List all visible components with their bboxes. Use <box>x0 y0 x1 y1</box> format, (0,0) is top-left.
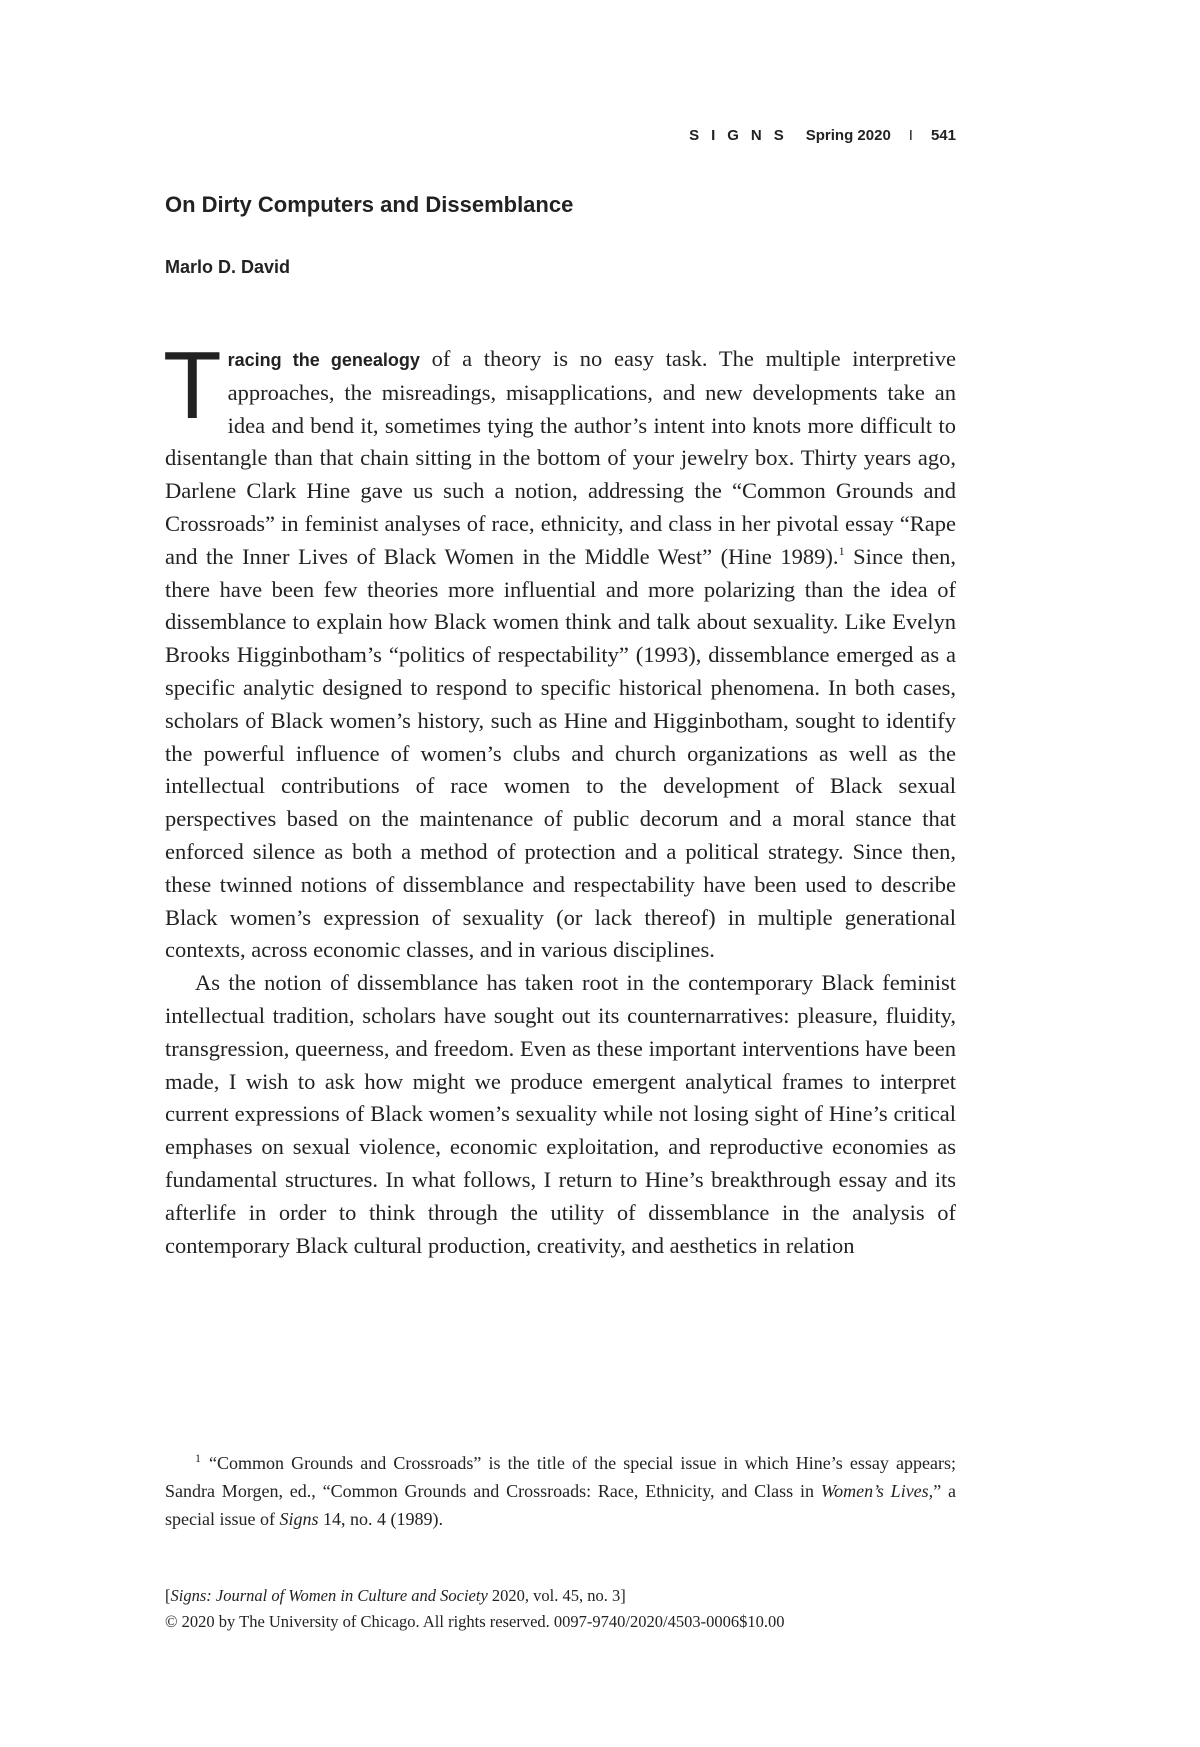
footnote-italic-journal: Signs <box>279 1509 319 1529</box>
article-title: On Dirty Computers and Dissemblance <box>165 192 574 217</box>
footnote-reference[interactable]: 1 <box>838 543 845 558</box>
footnote-italic-title: Women’s Lives, <box>820 1481 934 1501</box>
drop-cap: T <box>163 332 222 439</box>
citation-journal-name: Signs: Journal of Women in Culture and Society <box>170 1586 488 1605</box>
journal-name: SIGNS <box>689 127 796 144</box>
paragraph-2: As the notion of dissemblance has taken root in the contemporary Black feminist intellectual tradition, scholars have sought out its counternarratives: pleasure, fluidity, transgression, queerness, and freedom. Even as these important interventions have been made, I wish to ask how might we produce emergent analytical frames to interpret current expressions of Black women’s sexuality while not losing sight of Hine’s critical emphases on sexual violence, economic exploitation, and reproductive economies as fundamental structures. In what follows, I return to Hine’s breakthrough essay and its afterlife in order to think through the utility of dissemblance in the analysis of contemporary Black cultural production, creativity, and aesthetics in relation <box>165 970 956 1258</box>
article-author: Marlo D. David <box>165 257 291 277</box>
page-number: 541 <box>930 127 956 144</box>
paragraph-1-text-continued: Since then, there have been few theories more influential and more polarizing than the idea of dissemblance to explain how Black women think and talk about sexuality. Like Evelyn Brooks Higginbotham’s “politics of respectability” (1993), dissemblance emerged as a specific analytic designed to respond to specific historical phenomena. In both cases, scholars of Black women’s history, such as Hine and Higginbotham, sought to identify the powerful influence of women’s clubs and church organizations as well as the intellectual contributions of race women to the development of Black sexual perspectives based on the maintenance of public decorum and a moral stance that enforced silence as both a method of protection and a political strategy. Since then, these twinned notions of dissemblance and respectability have been used to describe Black women’s expression of sexuality (or lack thereof) in multiple generational contexts, across economic classes, and in various disciplines. <box>165 543 957 963</box>
copyright-line: © 2020 by The University of Chicago. All rights reserved. 0097-9740/2020/4503-0006$10.00 <box>165 1612 785 1631</box>
citation-line <box>165 1583 784 1609</box>
lead-words: racing the genealogy <box>227 350 420 370</box>
footnote-number: 1 <box>195 1451 201 1465</box>
paragraph-1-text: of a theory is no easy task. The multiple interpretive approaches, the misreadings, misapplications, and new developments take an idea and bend it, sometimes tying the author’s intent into knots more difficult to disentangle than that chain sitting in the bottom of your jewelry box. Thirty years ago, Darlene Clark Hine gave us such a notion, addressing the “Common Grounds and Crossroads” in feminist analyses of race, ethnicity, and class in her pivotal essay “Rape and the Inner Lives of Black Women in the Middle West” (Hine 1989). <box>165 346 956 569</box>
article-body <box>163 332 957 1262</box>
footnote-text: “Common Grounds and Crossroads” is the title of the special issue in which Hine’s essay appears; Sandra Morgen, ed., “Common Grounds and Crossroads: Race, Ethnicity, and Class in <box>165 1453 956 1501</box>
running-head-separator: I <box>908 127 913 144</box>
paragraph-1 <box>163 332 957 967</box>
issue-label: Spring 2020 <box>805 127 891 144</box>
citation-block <box>165 1583 784 1635</box>
footnote-text-2: ” a special issue of <box>165 1481 956 1529</box>
footnote-text-3: 14, no. 4 (1989). <box>318 1509 443 1529</box>
citation-details: 2020, vol. 45, no. 3] <box>487 1586 626 1605</box>
footnote <box>165 1449 956 1533</box>
citation-open-bracket: [ <box>165 1586 171 1605</box>
running-head <box>689 127 956 144</box>
